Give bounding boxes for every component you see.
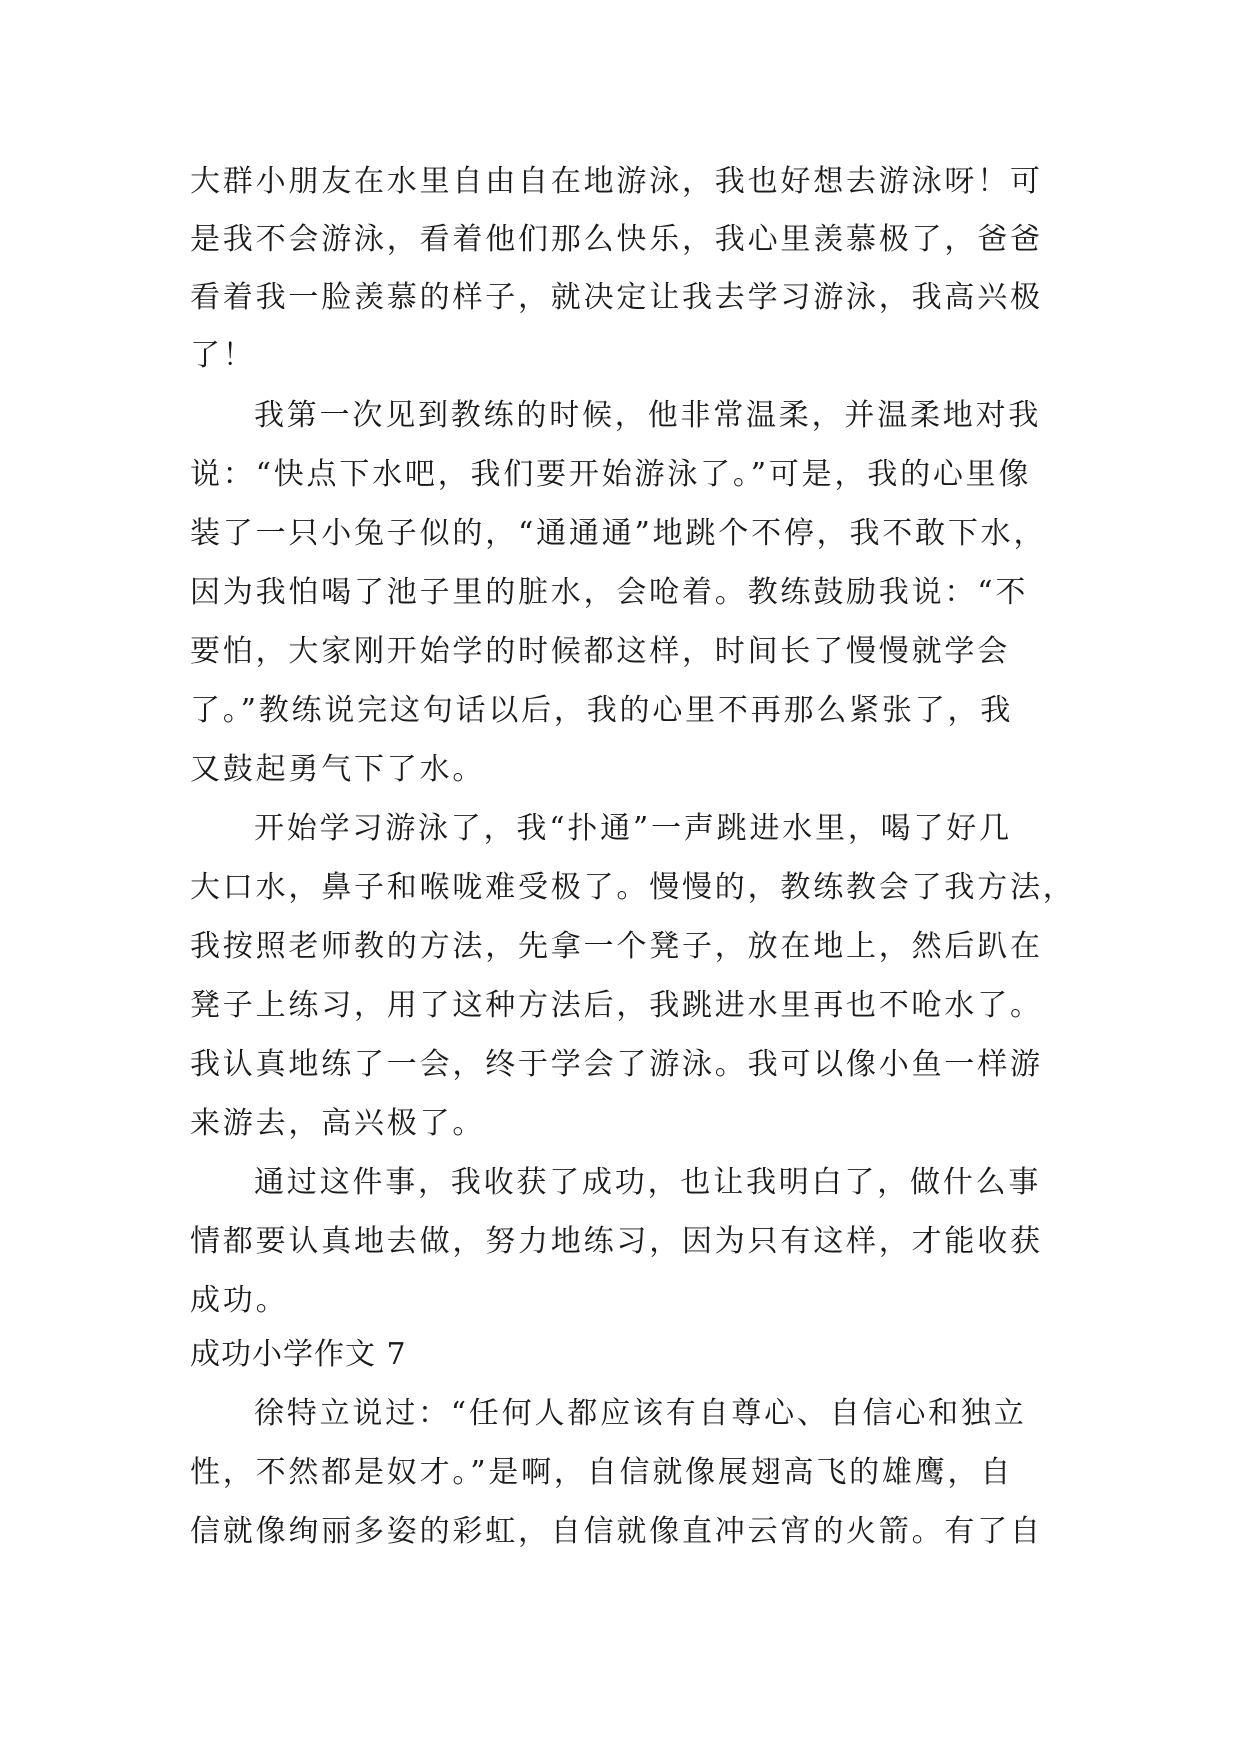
text-line: 情都要认真地去做，努力地练习，因为只有这样，才能收获 xyxy=(190,1224,1043,1259)
text-line: 说：“快点下水吧，我们要开始游泳了。”可是，我的心里像 xyxy=(190,457,1032,492)
text-line: 凳子上练习，用了这种方法后，我跳进水里再也不呛水了。 xyxy=(190,988,1043,1023)
text-line: 是我不会游泳，看着他们那么快乐，我心里羡慕极了，爸爸 xyxy=(190,222,1043,257)
text-line: 看着我一脸羡慕的样子，就决定让我去学习游泳，我高兴极 xyxy=(190,280,1043,315)
text-line: 因为我怕喝了池子里的脏水，会呛着。教练鼓励我说：“不 xyxy=(190,575,1029,610)
text-line: 我认真地练了一会，终于学会了游泳。我可以像小鱼一样游 xyxy=(190,1047,1043,1082)
paragraph-first-line: 通过这件事，我收获了成功，也让我明白了，做什么事 xyxy=(254,1165,1042,1200)
text-line: 又鼓起勇气下了水。 xyxy=(190,752,486,787)
text-line: 信就像绚丽多姿的彩虹，自信就像直冲云宵的火箭。有了自 xyxy=(190,1514,1043,1549)
paragraph-first-line: 徐特立说过：“任何人都应该有自尊心、自信心和独立 xyxy=(254,1396,1027,1431)
text-line: 性，不然都是奴才。”是啊，自信就像展翅高飞的雄鹰，自 xyxy=(190,1455,1014,1490)
text-line: 了！ xyxy=(190,338,256,373)
text-line: 大口水，鼻子和喉咙难受极了。慢慢的，教练教会了我方法， xyxy=(190,870,1076,905)
text-line: 成功。 xyxy=(190,1283,289,1318)
text-line: 我按照老师教的方法，先拿一个凳子，放在地上，然后趴在 xyxy=(190,929,1043,964)
text-line: 要怕，大家刚开始学的时候都这样，时间长了慢慢就学会 xyxy=(190,634,1010,669)
text-line: 大群小朋友在水里自由自在地游泳，我也好想去游泳呀！可 xyxy=(190,164,1043,199)
text-line: 了。”教练说完这句话以后，我的心里不再那么紧张了，我 xyxy=(190,693,1014,728)
section-heading: 成功小学作文 7 xyxy=(190,1337,407,1372)
paragraph-first-line: 我第一次见到教练的时候，他非常温柔，并温柔地对我 xyxy=(254,398,1042,433)
text-line: 来游去，高兴极了。 xyxy=(190,1106,486,1141)
paragraph-first-line: 开始学习游泳了，我“扑通”一声跳进水里，喝了好几 xyxy=(254,811,1012,846)
text-line: 装了一只小兔子似的，“通通通”地跳个不停，我不敢下水， xyxy=(190,516,1047,551)
